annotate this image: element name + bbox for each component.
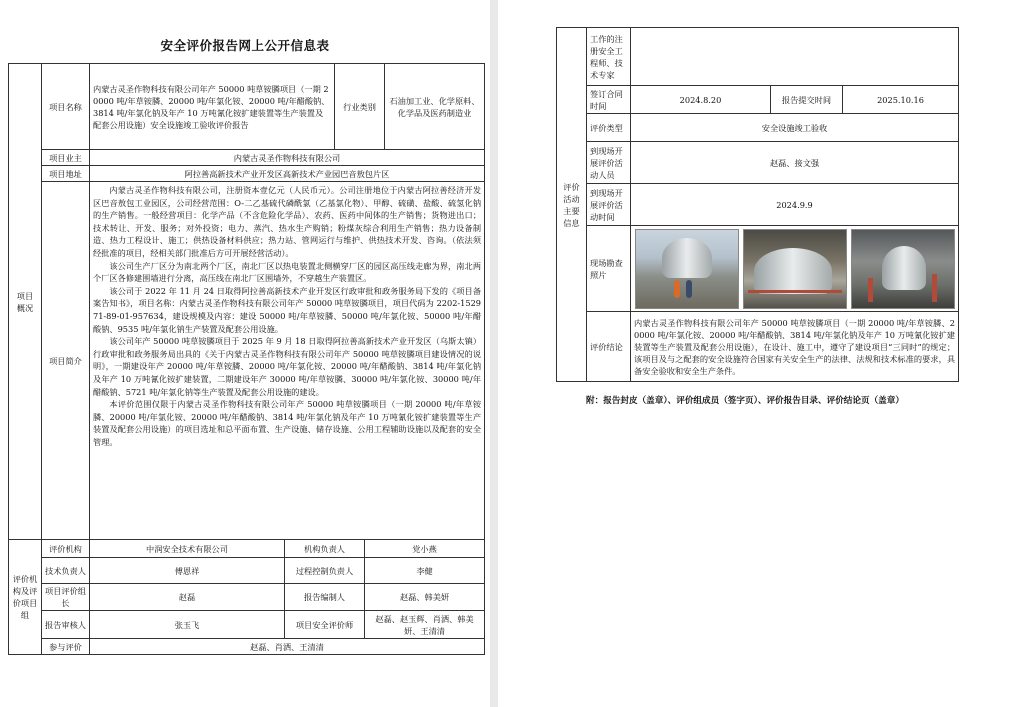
row-value: 赵磊、韩美妍 [365, 584, 485, 611]
info-table-left [8, 63, 485, 655]
site-photo [851, 229, 955, 309]
site-photo [635, 229, 739, 309]
intro-body [90, 182, 485, 540]
project-name-label: 项目名称 [42, 64, 90, 150]
pipe-graphic [868, 278, 873, 302]
page-left [0, 0, 490, 707]
row-key: 报告审核人 [42, 611, 90, 639]
pipe-graphic [748, 290, 842, 293]
row-key: 报告编制人 [285, 584, 365, 611]
intro-paragraph: 本评价范围仅限于内蒙古灵圣作物科技有限公司年产 50000 吨草铵膦项目（一期 20000 吨/年草铵膦、20000 吨/年氯化铵、20000 吨/年醋酸钠、3814 吨/年氯化钠及年产 10 万吨氰化铵扩建装置等生产装置及配套公用设施）的项目选址和总平面布置、生产设施、储存设施、公用工程辅助设施以及配套的安全管理。 [93, 399, 482, 447]
row-key: 项目安全评价师 [285, 611, 365, 639]
worker-graphic [686, 280, 692, 298]
tank-graphic [882, 246, 926, 290]
row-key: 技术负责人 [42, 558, 90, 584]
project-overview-label: 项目 概况 [9, 64, 42, 540]
personnel-value: 赵磊、接文强 [631, 142, 959, 184]
conclusion-value: 内蒙古灵圣作物科技有限公司年产 50000 吨草铵膦项目（一期 20000 吨/年草铵膦、20000 吨/年氯化铵、20000 吨/年醋酸钠、3814 吨/年氯化钠及年产 10 万吨氰化铵扩建装置等生产装置及配套公用设施），在设计、施工中，遵守了建设项目“三同时”的规定；该项目及与之配套的安全设施符合国家有关安全生产的法律、法规和技术标准的要求，具备安全验收和安全生产条件。 [631, 312, 959, 382]
photo-strip [631, 226, 959, 312]
row-key: 评价机构 [42, 540, 90, 558]
photos-label: 现场勘查照片 [587, 226, 631, 312]
address-value: 阿拉善高新技术产业开发区高新技术产业园巴音敖包片区 [90, 166, 485, 182]
project-name-value: 内蒙古灵圣作物科技有限公司年产 50000 吨草铵膦项目（一期 20000 吨/年草铵膦、20000 吨/年氯化铵、20000 吨/年醋酸钠、3814 吨/年氯化钠及年产 10 万吨氰化铵扩建装置等生产装置及配套公用设施）安全设施竣工验收评价报告 [90, 64, 335, 150]
worker-graphic [674, 280, 680, 298]
row-value: 党小燕 [365, 540, 485, 558]
row-value: 张玉飞 [90, 611, 285, 639]
row-key: 机构负责人 [285, 540, 365, 558]
intro-paragraph: 该公司年产 50000 吨草铵膦项目于 2025 年 9 月 18 日取得阿拉善高新技术产业开发区（乌斯太镇）行政审批和政务服务局出具的《关于内蒙古灵圣作物科技有限公司年产 50000 吨草铵膦项目建设情况的说明》，一期建设年产 20000 吨/年草铵膦、20000 吨/年氯化铵、20000 吨/年醋酸钠、3814 吨/年氯化钠及年产 10 万吨氰化铵扩建装置，二期建设年产 30000 吨/年草铵膦、30000 吨/年氯化铵、30000 吨/年醋酸钠、5721 吨/年氯化钠等生产装置及配套公用设施的建设。 [93, 336, 482, 397]
site-time-label: 到现场开展评价活动时间 [587, 184, 631, 226]
site-time-value: 2024.9.9 [631, 184, 959, 226]
row-value: 赵磊 [90, 584, 285, 611]
activity-label: 评价 活动主要 信息 [557, 28, 587, 382]
tank-graphic [662, 238, 712, 278]
pipe-graphic [932, 274, 937, 302]
owner-value: 内蒙古灵圣作物科技有限公司 [90, 150, 485, 166]
org-group-label: 评价机 构及评 价项目 组 [9, 540, 42, 655]
type-label: 评价类型 [587, 114, 631, 142]
site-photo [743, 229, 847, 309]
contract-date: 2024.8.20 [631, 86, 771, 114]
row-key: 过程控制负责人 [285, 558, 365, 584]
participants-label: 参与评价 [42, 639, 90, 655]
owner-label: 项目业主 [42, 150, 90, 166]
personnel-label: 到现场开展评价活动人员 [587, 142, 631, 184]
tank-graphic [754, 248, 832, 294]
submit-date: 2025.10.16 [843, 86, 959, 114]
row-key: 项目评价组长 [42, 584, 90, 611]
participants-value: 赵磊、肖洒、王清清 [90, 639, 485, 655]
row-value: 赵磊、赵玉辉、肖洒、韩美妍、王清清 [365, 611, 485, 639]
submit-label: 报告提交时间 [771, 86, 843, 114]
contract-label: 签订合同时间 [587, 86, 631, 114]
document-title: 安全评价报告网上公开信息表 [160, 38, 330, 53]
page-right [498, 0, 1013, 707]
intro-paragraph: 该公司于 2022 年 11 月 24 日取得阿拉善高新技术产业开发区行政审批和政务服务局下发的《项目备案告知书》，项目名称：内蒙古灵圣作物科技有限公司年产 50000 吨草铵膦项目，项目代码为 2202-152971-89-01-957634，建设规模及内容：建设 50000 吨/年草铵膦、50000 吨/年氯化铵、50000 吨/年醋酸钠、9535 吨/年氯化钠生产装置及配套公用设施。 [93, 285, 482, 334]
row-value: 李健 [365, 558, 485, 584]
engineer-label: 工作的注册安全工程师、技术专家 [587, 28, 631, 86]
industry-value: 石油加工业、化学原料、化学品及医药制造业 [385, 64, 485, 150]
row-value: 中润安全技术有限公司 [90, 540, 285, 558]
address-label: 项目地址 [42, 166, 90, 182]
intro-paragraph: 该公司生产厂区分为南北两个厂区，南北厂区以热电装置北侧横穿厂区的园区高压线走廊为界，南北两个厂区各修建围墙进行分离，高压线在南北厂区围墙外，不穿越生产装置区。 [93, 260, 482, 284]
industry-label: 行业类别 [335, 64, 385, 150]
intro-paragraph: 内蒙古灵圣作物科技有限公司，注册资本壹亿元（人民币元）。公司注册地位于内蒙古阿拉善经济开发区巴音敖包工业园区，公司经营范围：O-二乙基硫代磷酰氯（乙基氯化物）、甲醇、硫磺、盐酸、硫氢化钠的生产销售。一般经营项目：化学产品（不含危险化学品）、农药、医药中间体的生产销售；货物进出口；技术转让、开发、服务；对外投资；电力、蒸汽、热水生产购销；粉煤灰综合利用生产销售；热力设备制造、热力工程设计、施工；供热设备材料供应；热力站、管网运行与维护、供热技术开发、咨询。（依法须经批准的项目，经相关部门批准后方可开展经营活动）。 [93, 185, 482, 258]
conclusion-label: 评价结论 [587, 312, 631, 382]
intro-label: 项目简介 [42, 182, 90, 540]
engineer-value [631, 28, 959, 86]
row-value: 傅恩祥 [90, 558, 285, 584]
type-value: 安全设施竣工验收 [631, 114, 959, 142]
info-table-right [556, 27, 959, 382]
footnote: 附：报告封皮（盖章）、评价组成员（签字页）、评价报告目录、评价结论页（盖章） [586, 396, 904, 406]
